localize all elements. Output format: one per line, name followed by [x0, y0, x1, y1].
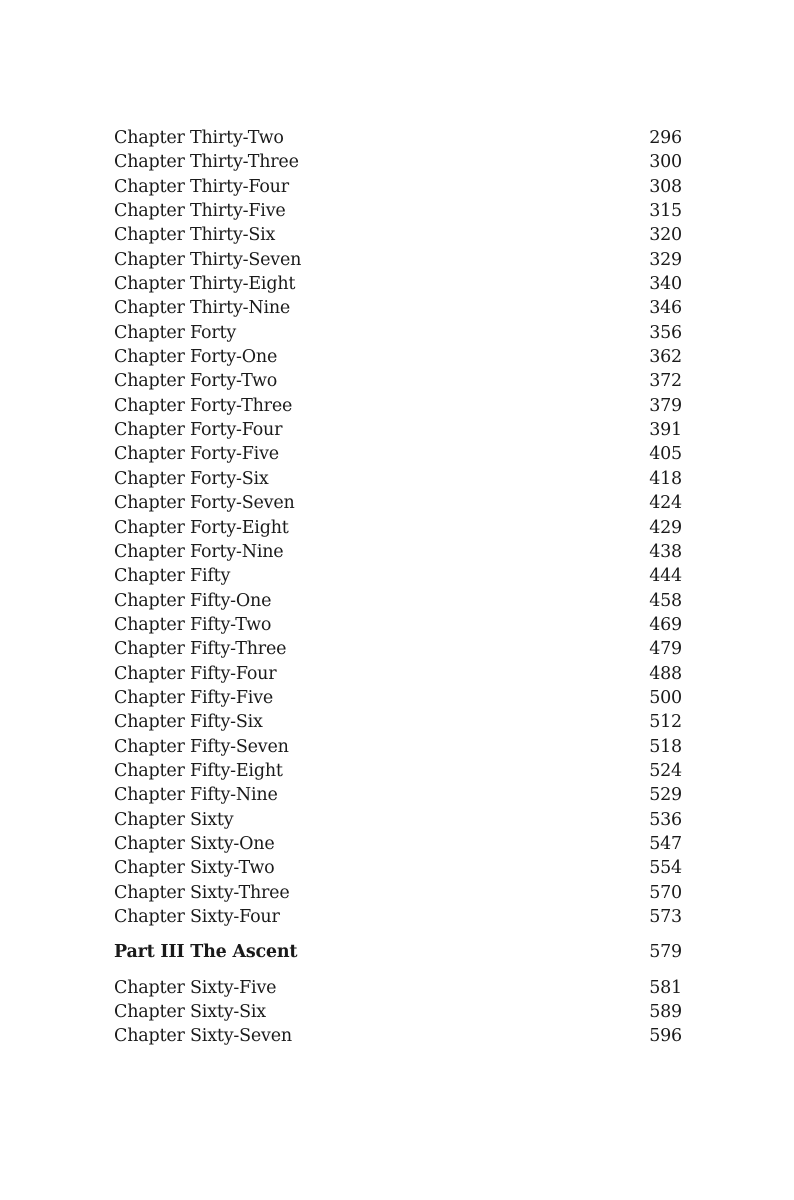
- chapter-title: Chapter Forty-Seven: [114, 493, 295, 514]
- toc-entry[interactable]: [114, 589, 682, 613]
- part-title: Part III The Ascent: [114, 942, 298, 963]
- chapter-title: Chapter Forty: [114, 322, 237, 343]
- toc-entry[interactable]: [114, 783, 682, 807]
- chapter-title: Chapter Fifty-One: [114, 590, 272, 611]
- chapter-page-number: 518: [649, 736, 682, 757]
- chapter-title: Chapter Fifty-Nine: [114, 785, 278, 806]
- chapter-page-number: 596: [649, 1026, 682, 1047]
- toc-entry[interactable]: [114, 1000, 682, 1024]
- chapter-page-number: 570: [649, 882, 682, 903]
- chapter-page-number: 524: [649, 760, 682, 781]
- chapter-page-number: 296: [649, 128, 682, 148]
- chapter-title: Chapter Forty-One: [114, 347, 278, 368]
- chapter-title: Chapter Forty-Six: [114, 468, 269, 489]
- chapter-title: Chapter Thirty-Eight: [114, 274, 296, 295]
- chapter-title: Chapter Sixty-Two: [114, 858, 275, 879]
- chapter-page-number: 424: [649, 493, 682, 514]
- toc-entry[interactable]: [114, 564, 682, 588]
- chapter-page-number: 391: [649, 420, 682, 441]
- toc-entry[interactable]: [114, 759, 682, 783]
- toc-entry[interactable]: [114, 613, 682, 637]
- chapter-title: Chapter Thirty-Four: [114, 176, 289, 197]
- chapter-title: Chapter Fifty-Six: [114, 712, 263, 733]
- chapter-title: Chapter Forty-Four: [114, 420, 283, 441]
- chapter-page-number: 581: [649, 977, 682, 998]
- chapter-page-number: 329: [649, 249, 682, 270]
- chapter-title: Chapter Sixty-Four: [114, 907, 280, 927]
- toc-entry[interactable]: [114, 540, 682, 564]
- chapter-page-number: 479: [649, 639, 682, 660]
- chapter-title: Chapter Thirty-Three: [114, 152, 299, 173]
- chapter-page-number: 469: [649, 614, 682, 635]
- toc-entry[interactable]: [114, 686, 682, 710]
- chapter-title: Chapter Thirty-Five: [114, 201, 286, 222]
- toc-entry[interactable]: [114, 126, 682, 150]
- chapter-title: Chapter Forty-Five: [114, 444, 279, 465]
- chapter-page-number: 320: [649, 225, 682, 246]
- chapter-page-number: 315: [649, 201, 682, 222]
- chapter-page-number: 536: [649, 809, 682, 830]
- toc-entry[interactable]: [114, 272, 682, 296]
- toc-entry[interactable]: [114, 175, 682, 199]
- chapter-title: Chapter Forty-Three: [114, 395, 293, 416]
- chapter-page-number: 300: [649, 152, 682, 173]
- toc-group-part-two-chapters: [114, 126, 682, 929]
- toc-entry[interactable]: [114, 248, 682, 272]
- toc-entry[interactable]: [114, 150, 682, 174]
- toc-entry[interactable]: [114, 808, 682, 832]
- chapter-page-number: 589: [649, 1002, 682, 1023]
- toc-entry[interactable]: [114, 491, 682, 515]
- toc-entry[interactable]: [114, 296, 682, 320]
- chapter-page-number: 444: [649, 566, 682, 587]
- chapter-title: Chapter Fifty-Four: [114, 663, 277, 684]
- chapter-title: Chapter Forty-Nine: [114, 541, 284, 562]
- chapter-title: Chapter Sixty-Seven: [114, 1026, 292, 1047]
- chapter-title: Chapter Sixty-One: [114, 833, 275, 854]
- chapter-page-number: 554: [649, 858, 682, 879]
- chapter-title: Chapter Fifty-Three: [114, 639, 287, 660]
- chapter-page-number: 529: [649, 785, 682, 806]
- toc-entry[interactable]: [114, 1024, 682, 1048]
- chapter-title: Chapter Thirty-Seven: [114, 249, 302, 270]
- chapter-page-number: 429: [649, 517, 682, 538]
- toc-group-part-three-chapters: [114, 976, 682, 1049]
- chapter-page-number: 438: [649, 541, 682, 562]
- toc-entry[interactable]: [114, 662, 682, 686]
- toc-part-heading[interactable]: [114, 940, 682, 964]
- toc-entry[interactable]: [114, 881, 682, 905]
- toc-entry[interactable]: [114, 976, 682, 1000]
- toc-entry[interactable]: [114, 637, 682, 661]
- chapter-page-number: 405: [649, 444, 682, 465]
- chapter-title: Chapter Thirty-Six: [114, 225, 276, 246]
- chapter-page-number: 308: [649, 176, 682, 197]
- chapter-title: Chapter Sixty-Five: [114, 977, 277, 998]
- chapter-title: Chapter Forty-Eight: [114, 517, 289, 538]
- chapter-title: Chapter Forty-Two: [114, 371, 278, 392]
- toc-entry[interactable]: [114, 418, 682, 442]
- chapter-page-number: 573: [649, 907, 682, 927]
- table-of-contents: [114, 126, 682, 1049]
- chapter-page-number: 356: [649, 322, 682, 343]
- chapter-title: Chapter Fifty: [114, 566, 231, 587]
- toc-entry[interactable]: [114, 735, 682, 759]
- part-page-number: 579: [649, 942, 682, 963]
- chapter-page-number: 379: [649, 395, 682, 416]
- chapter-page-number: 547: [649, 833, 682, 854]
- toc-entry[interactable]: [114, 856, 682, 880]
- chapter-title: Chapter Fifty-Five: [114, 687, 274, 708]
- chapter-page-number: 418: [649, 468, 682, 489]
- chapter-page-number: 362: [649, 347, 682, 368]
- toc-entry[interactable]: [114, 832, 682, 856]
- chapter-title: Chapter Sixty-Six: [114, 1002, 266, 1023]
- toc-entry[interactable]: [114, 345, 682, 369]
- chapter-title: Chapter Thirty-Two: [114, 128, 284, 148]
- chapter-page-number: 372: [649, 371, 682, 392]
- chapter-title: Chapter Fifty-Seven: [114, 736, 289, 757]
- toc-entry[interactable]: [114, 223, 682, 247]
- toc-entry[interactable]: [114, 710, 682, 734]
- toc-entry[interactable]: [114, 369, 682, 393]
- chapter-page-number: 346: [649, 298, 682, 319]
- chapter-title: Chapter Sixty-Three: [114, 882, 290, 903]
- toc-entry[interactable]: [114, 467, 682, 491]
- toc-entry[interactable]: [114, 516, 682, 540]
- chapter-page-number: 512: [649, 712, 682, 733]
- toc-entry[interactable]: [114, 394, 682, 418]
- chapter-title: Chapter Fifty-Eight: [114, 760, 283, 781]
- toc-entry[interactable]: [114, 442, 682, 466]
- chapter-page-number: 340: [649, 274, 682, 295]
- chapter-page-number: 500: [649, 687, 682, 708]
- chapter-title: Chapter Sixty: [114, 809, 234, 830]
- toc-entry[interactable]: [114, 321, 682, 345]
- chapter-title: Chapter Thirty-Nine: [114, 298, 291, 319]
- toc-entry[interactable]: [114, 199, 682, 223]
- chapter-page-number: 458: [649, 590, 682, 611]
- chapter-title: Chapter Fifty-Two: [114, 614, 272, 635]
- chapter-page-number: 488: [649, 663, 682, 684]
- toc-entry[interactable]: [114, 905, 682, 929]
